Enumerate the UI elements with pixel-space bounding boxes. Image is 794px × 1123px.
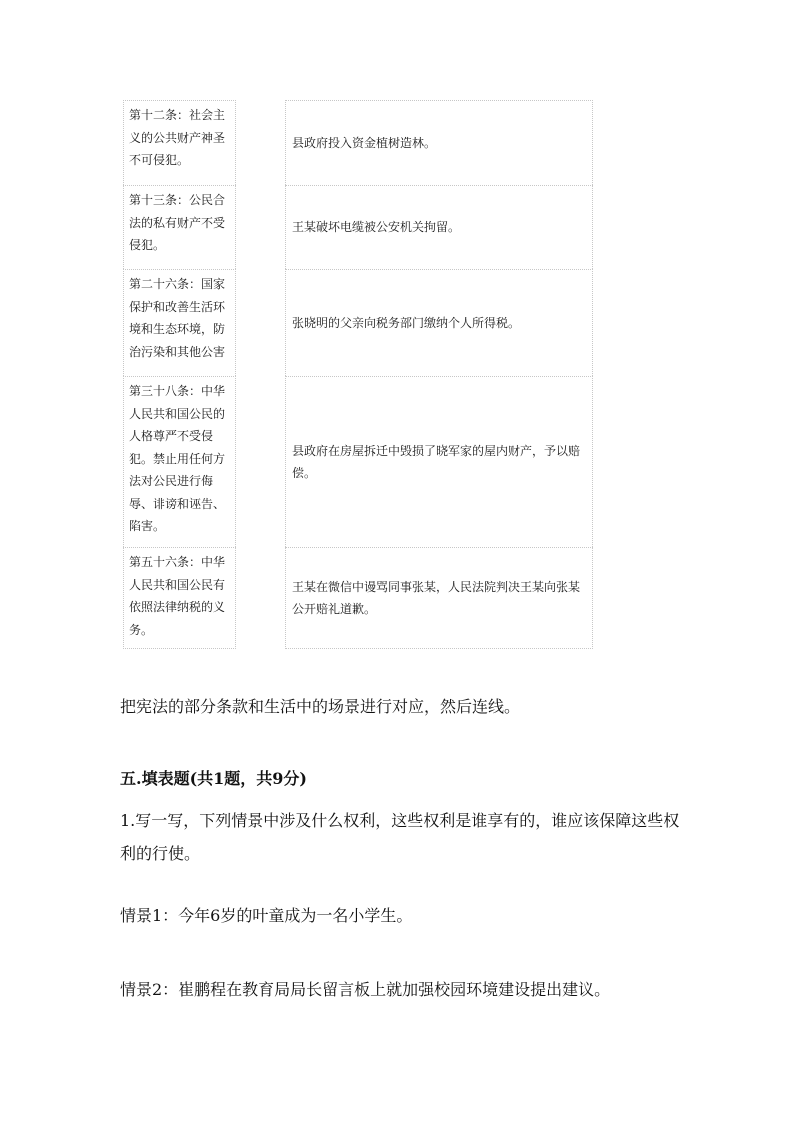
scene-text: 县政府在房屋拆迁中毁损了晓军家的屋内财产，予以赔偿。 (292, 443, 581, 480)
life-scenes-column (285, 100, 593, 649)
scene-cell (285, 376, 593, 547)
section-heading: 五.填表题(共1题，共9分) (120, 769, 307, 788)
question-text: 1.写一写，下列情景中涉及什么权利，这些权利是谁享有的，谁应该保障这些权利的行使。 (120, 811, 680, 863)
article-cell: 第十二条：社会主义的公共财产神圣不可侵犯。 (123, 100, 236, 185)
article-cell: 第十三条：公民合法的私有财产不受侵犯。 (123, 185, 236, 269)
article-cell: 第五十六条：中华人民共和国公民有依照法律纳税的义务。 (123, 547, 236, 649)
scenario-2: 情景2：崔鹏程在教育局局长留言板上就加强校园环境建设提出建议。 (120, 980, 611, 999)
matching-instruction: 把宪法的部分条款和生活中的场景进行对应，然后连线。 (120, 697, 521, 716)
scene-text: 张晓明的父亲向税务部门缴纳个人所得税。 (292, 315, 521, 330)
scene-cell (285, 269, 593, 376)
scene-cell (285, 100, 593, 185)
scene-cell (285, 547, 593, 649)
constitution-articles-column (123, 100, 236, 649)
scene-text: 县政府投入资金植树造林。 (292, 135, 437, 150)
scene-text: 王某破坏电缆被公安机关拘留。 (292, 220, 461, 235)
article-cell: 第二十六条：国家保护和改善生活环境和生态环境，防治污染和其他公害 (123, 269, 236, 376)
article-cell: 第三十八条：中华人民共和国公民的人格尊严不受侵犯。禁止用任何方法对公民进行侮辱、诽谤和诬告、陷害。 (123, 376, 236, 547)
matching-table (123, 100, 593, 649)
scenario-1: 情景1：今年6岁的叶童成为一名小学生。 (120, 906, 413, 925)
scene-text: 王某在微信中谩骂同事张某，人民法院判决王某向张某公开赔礼道歉。 (292, 579, 581, 616)
scene-cell (285, 185, 593, 269)
